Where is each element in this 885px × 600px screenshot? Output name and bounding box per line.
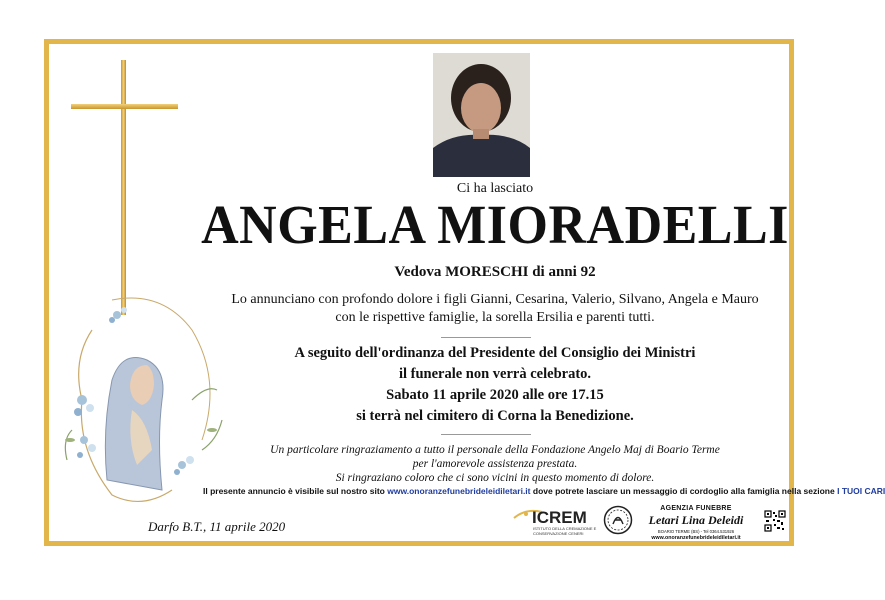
agency-contacts: BOARIO TERME (BS) - Tel 0364.531926 — [657, 529, 735, 534]
ordinance-line: si terrà nel cimitero di Corna la Benedizione. — [356, 408, 634, 424]
announcement-line: Lo annunciano con profondo dolore i figli Gianni, Cesarina, Valerio, Silvano, Angela e Mauro — [231, 292, 759, 307]
thanks-block — [180, 443, 810, 485]
icrem-subtitle: ISTITUTO DELLA CREMAZIONE E CONSERVAZIONE CENERI — [533, 526, 597, 536]
thanks-line: per l'amorevole assistenza prestata. — [412, 458, 578, 470]
website-link[interactable]: www.onoranzefunebrideleidiletari.it — [387, 486, 531, 496]
deceased-subtitle: Vedova MORESCHI di anni 92 — [394, 264, 596, 280]
announcement — [180, 291, 810, 327]
icrem-logo: ICREM — [532, 508, 587, 527]
announcement-line: con le rispettive famiglie, la sorella Ersilia e parenti tutti. — [335, 310, 655, 325]
online-prefix: Il presente annuncio è visibile sul nostro sito — [203, 486, 385, 496]
ordinance-block — [180, 343, 810, 427]
ordinance-line: il funerale non verrà celebrato. — [398, 366, 592, 382]
ordinance-line: A seguito dell'ordinanza del Presidente del Consiglio dei Ministri — [294, 345, 696, 361]
agency-name: Letari Lina Deleidi — [648, 513, 744, 527]
online-notice — [203, 486, 885, 496]
agency-label: AGENZIA FUNEBRE — [660, 505, 732, 512]
thanks-line: Un particolare ringraziamento a tutto il personale della Fondazione Angelo Maj di Boario Terme — [270, 444, 720, 456]
cross-bar — [71, 104, 178, 109]
online-middle: dove potrete lasciare un messaggio di cordoglio alla famiglia nella sezione — [532, 486, 835, 496]
agency-site[interactable]: www.onoranzefunebrideleidiletari.it — [651, 535, 741, 541]
divider — [441, 434, 531, 435]
intro-text: Ci ha lasciato — [456, 181, 534, 196]
date-place: Darfo B.T., 11 aprile 2020 — [148, 519, 286, 534]
thanks-line: Si ringraziano coloro che ci sono vicini in questo momento di dolore. — [335, 472, 655, 484]
section-link[interactable]: I TUOI CARI — [837, 486, 885, 496]
cross-icon — [121, 60, 126, 315]
deceased-name: ANGELA MIORADELLI — [201, 195, 789, 256]
deceased-portrait — [433, 53, 530, 177]
agency-seal-icon — [603, 505, 633, 535]
qr-code-icon[interactable] — [764, 510, 786, 532]
agency-block — [636, 505, 756, 541]
divider — [441, 337, 531, 338]
ordinance-line: Sabato 11 aprile 2020 alle ore 17.15 — [386, 387, 604, 403]
